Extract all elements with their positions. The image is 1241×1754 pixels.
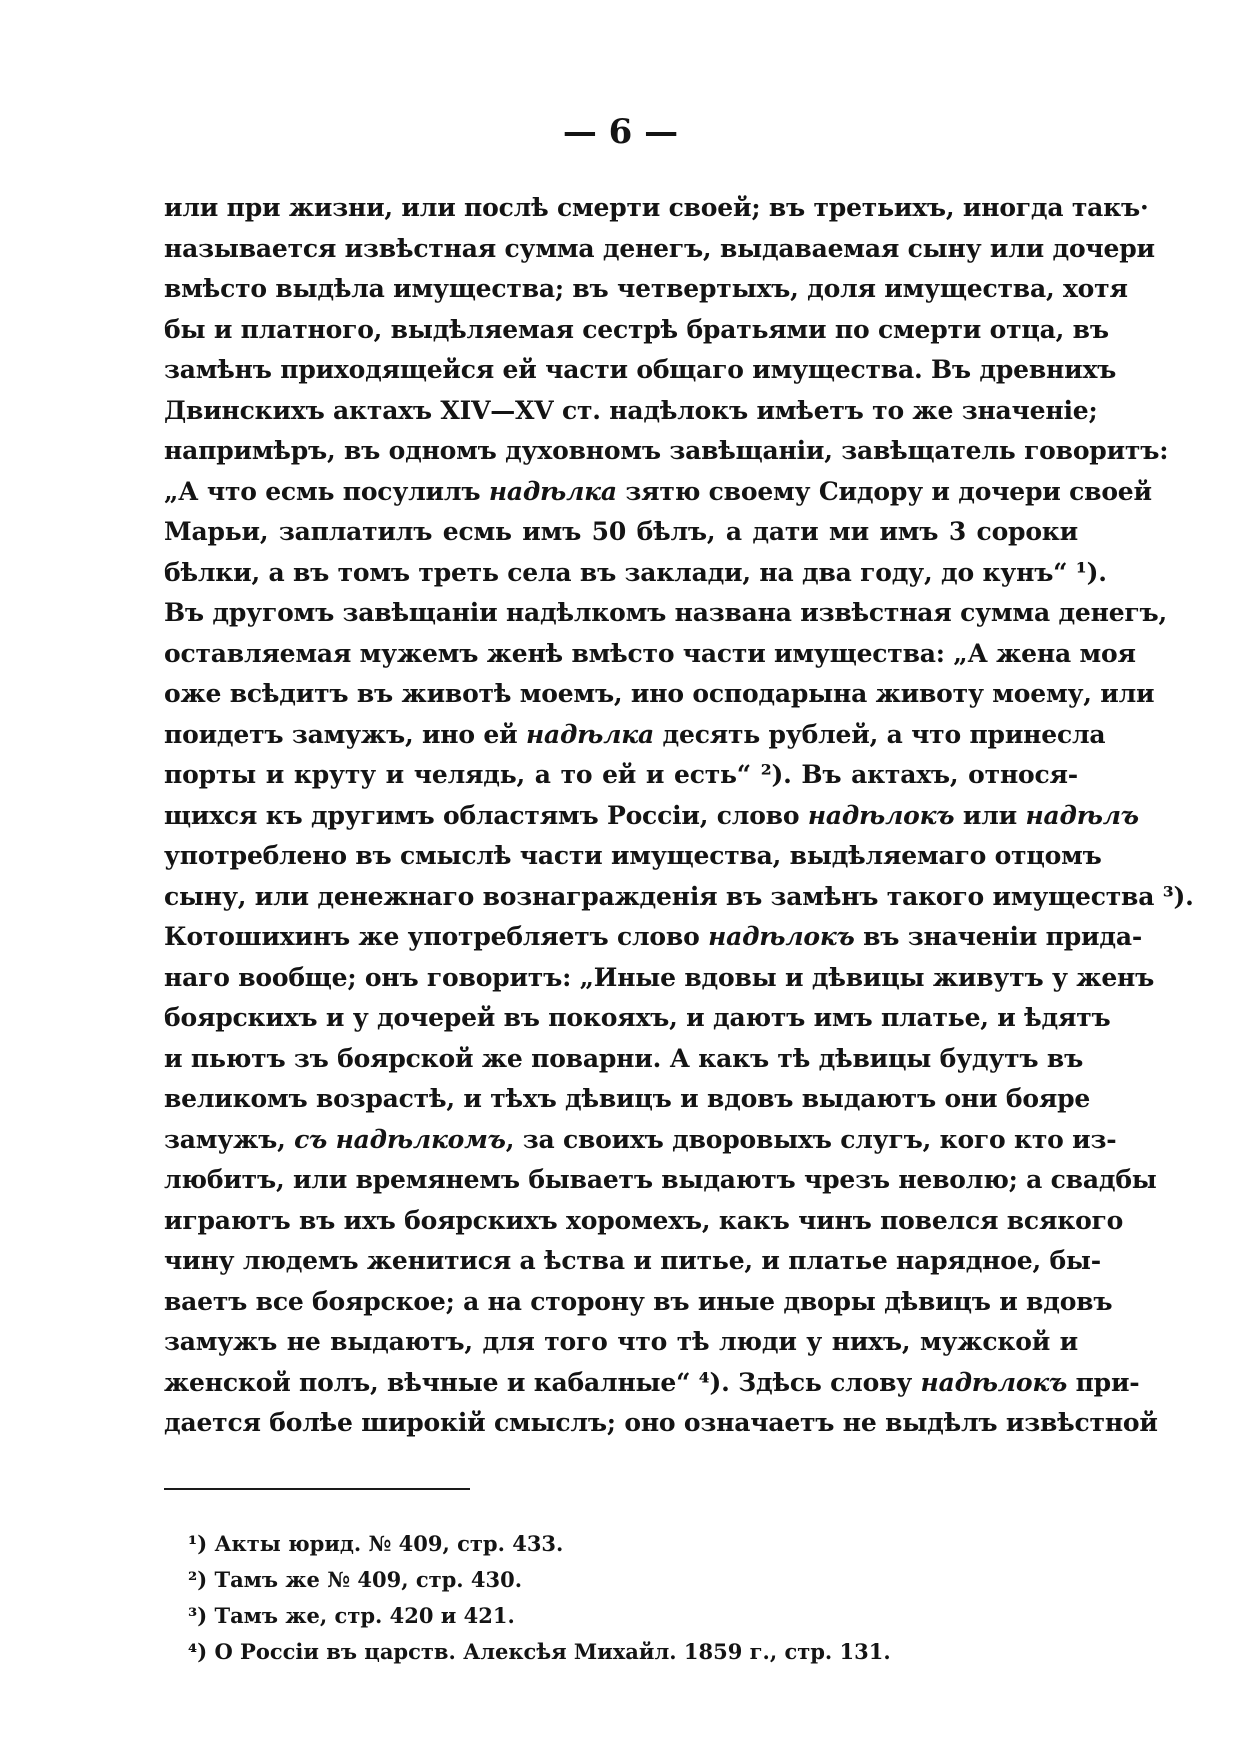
text-fragment: зятю своему Сидору и дочери своей	[616, 476, 1152, 506]
text-line: напримѣръ, въ одномъ духовномъ завѣщаніи, завѣщатель говоритъ:	[164, 436, 1169, 465]
text-fragment: поидетъ замужъ, ино ей	[164, 719, 526, 749]
italic-term: надѣлокъ	[807, 800, 955, 830]
text-line: сыну, или денежнаго вознагражденія въ замѣнъ такого имущества ³).	[164, 881, 1194, 911]
text-line: замужъ не выдаютъ, для того что тѣ люди у нихъ, мужской и	[164, 1327, 1078, 1356]
text-line	[164, 796, 1139, 837]
text-line	[164, 472, 1152, 513]
footnote-mark: ⁴)	[188, 1639, 208, 1664]
page-number: — 6 —	[562, 112, 679, 152]
italic-term: надѣлокъ	[920, 1367, 1068, 1397]
footnote	[188, 1634, 1048, 1670]
footnote	[188, 1562, 1048, 1598]
text-line	[164, 1363, 1140, 1404]
text-line: любитъ, или времянемъ бываетъ выдаютъ чрезъ неволю; а свадбы	[164, 1165, 1157, 1194]
footnote	[188, 1598, 1048, 1634]
footnote	[188, 1526, 1048, 1562]
italic-term: надѣлка	[488, 476, 617, 506]
text-line: и пьютъ зъ боярской же поварни. А какъ тѣ дѣвицы будутъ въ	[164, 1043, 1084, 1073]
text-fragment: десять рублей, а что принесла	[654, 719, 1106, 749]
text-line: замѣнъ приходящейся ей части общаго имущества. Въ древнихъ	[164, 355, 1117, 384]
text-line	[164, 917, 1143, 958]
footnote-mark: ¹)	[188, 1531, 208, 1556]
text-line: наго вообще; онъ говоритъ: „Иные вдовы и дѣвицы живутъ у женъ	[164, 962, 1155, 992]
text-fragment: Котошихинъ же употребляетъ слово	[164, 922, 709, 951]
text-fragment: „А что есмь посулилъ	[164, 476, 489, 506]
text-line: вмѣсто выдѣла имущества; въ четвертыхъ, доля имущества, хотя	[164, 274, 1128, 303]
text-line	[164, 715, 1106, 756]
text-line: чину людемъ женитися а ѣства и питье, и платье нарядное, бы-	[164, 1246, 1101, 1275]
footnote-mark: ³)	[188, 1603, 208, 1628]
text-fragment: , за своихъ дворовыхъ слугъ, кого кто из-	[505, 1124, 1117, 1154]
italic-term: надѣлъ	[1025, 800, 1139, 830]
italic-term: надѣлокъ	[708, 922, 855, 951]
text-line: бы и платного, выдѣляемая сестрѣ братьями по смерти отца, въ	[164, 314, 1109, 344]
italic-term: надѣлка	[525, 719, 655, 749]
text-fragment: щихся къ другимъ областямъ Россіи, слово	[164, 800, 808, 830]
text-fragment: замужъ,	[164, 1124, 295, 1154]
footnote-divider	[164, 1488, 470, 1490]
text-line: великомъ возрастѣ, и тѣхъ дѣвицъ и вдовъ выдаютъ они бояре	[164, 1084, 1091, 1113]
main-text	[164, 188, 1194, 1444]
text-line	[164, 1120, 1117, 1161]
text-line: Марьи, заплатилъ есмь имъ 50 бѣлъ, а дати ми имъ 3 сороки	[164, 517, 1078, 546]
text-line: называется извѣстная сумма денегъ, выдаваемая сыну или дочери	[164, 233, 1155, 263]
footnote-text: Акты юрид. № 409, стр. 433.	[214, 1531, 564, 1556]
text-line: ваетъ все боярское; а на сторону въ иные дворы дѣвицъ и вдовъ	[164, 1286, 1113, 1316]
footnote-mark: ²)	[188, 1567, 208, 1592]
text-line: или при жизни, или послѣ смерти своей; въ третьихъ, иногда такъ·	[164, 193, 1149, 222]
text-line: Въ другомъ завѣщаніи надѣлкомъ названа извѣстная сумма денегъ,	[164, 598, 1168, 627]
text-fragment: женской полъ, вѣчные и кабалные“ ⁴). Здѣсь слову	[164, 1367, 921, 1397]
text-line: оставляемая мужемъ женѣ вмѣсто части имущества: „А жена моя	[164, 638, 1136, 668]
text-fragment: или	[954, 800, 1026, 830]
text-fragment: при-	[1067, 1367, 1140, 1397]
footnote-text: О Россіи въ царств. Алексѣя Михайл. 1859 г., стр. 131.	[214, 1639, 891, 1664]
text-fragment: въ значеніи прида-	[854, 922, 1143, 951]
text-line: употреблено въ смыслѣ части имущества, выдѣляемаго отцомъ	[164, 841, 1102, 870]
text-line: Двинскихъ актахъ XIV—XV ст. надѣлокъ имѣетъ то же значеніе;	[164, 395, 1098, 425]
footnotes	[188, 1526, 1048, 1670]
text-line: порты и круту и челядь, а то ей и есть“ ²). Въ актахъ, относя-	[164, 760, 1078, 789]
text-line: играютъ въ ихъ боярскихъ хоромехъ, какъ чинъ повелся всякого	[164, 1205, 1124, 1235]
footnote-text: Тамъ же № 409, стр. 430.	[214, 1567, 523, 1592]
italic-term: съ надѣлкомъ	[294, 1124, 506, 1154]
text-line: дается болѣе широкій смыслъ; оно означаетъ не выдѣлъ извѣстной	[164, 1408, 1158, 1437]
text-line: бѣлки, а въ томъ треть села въ заклади, на два году, до кунъ“ ¹).	[164, 557, 1107, 587]
text-line: боярскихъ и у дочерей въ покояхъ, и даютъ имъ платье, и ѣдятъ	[164, 1003, 1111, 1032]
text-line: оже всѣдитъ въ животѣ моемъ, ино осподарына животу моему, или	[164, 679, 1155, 708]
footnote-text: Тамъ же, стр. 420 и 421.	[214, 1603, 515, 1628]
